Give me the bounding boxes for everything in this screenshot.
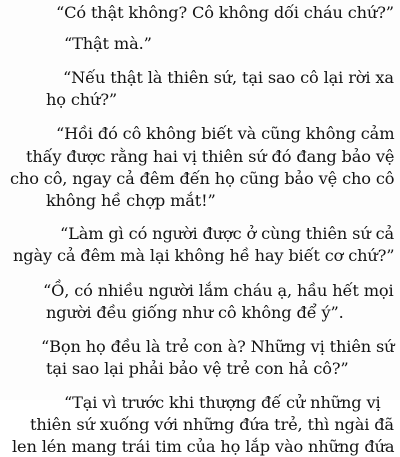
text-line-17: len lén mang trái tim của họ lắp vào những đứa	[12, 437, 395, 456]
text-line-11: “Ồ, có nhiều người lắm cháu ạ, hầu hết mọi	[43, 281, 394, 300]
text-line-10: ngày cả đêm mà lại không hề hay biết cơ chứ?”	[13, 246, 395, 265]
text-line-16: thiên sứ xuống với những đứa trẻ, thì ngài đã	[30, 415, 394, 434]
text-line-3: “Nếu thật là thiên sứ, tại sao cô lại rời xa	[63, 68, 394, 87]
text-line-13: “Bọn họ đều là trẻ con à? Những vị thiên sứ	[41, 337, 395, 356]
text-line-1: “Có thật không? Cô không dối cháu chứ?”	[56, 3, 394, 22]
text-line-15: “Tại vì trước khi thượng đế cử những vị	[64, 393, 381, 412]
text-line-9: “Làm gì có người được ở cùng thiên sứ cả	[60, 224, 395, 243]
text-line-5: “Hồi đó cô không biết và cũng không cảm	[56, 124, 395, 143]
text-line-6: thấy được rằng hai vị thiên sứ đó đang bảo vệ	[26, 147, 395, 166]
text-line-12: người đều giống như cô không để ý”.	[46, 303, 344, 322]
text-line-7: cho cô, ngay cả đêm đến họ cũng bảo vệ cho cô	[10, 169, 395, 188]
text-line-2: “Thật mà.”	[64, 34, 152, 53]
text-line-4: họ chứ?”	[46, 90, 117, 109]
text-line-8: không hề chợp mắt!”	[46, 191, 216, 210]
text-line-14: tại sao lại phải bảo vệ trẻ con hả cô?”	[46, 359, 349, 378]
